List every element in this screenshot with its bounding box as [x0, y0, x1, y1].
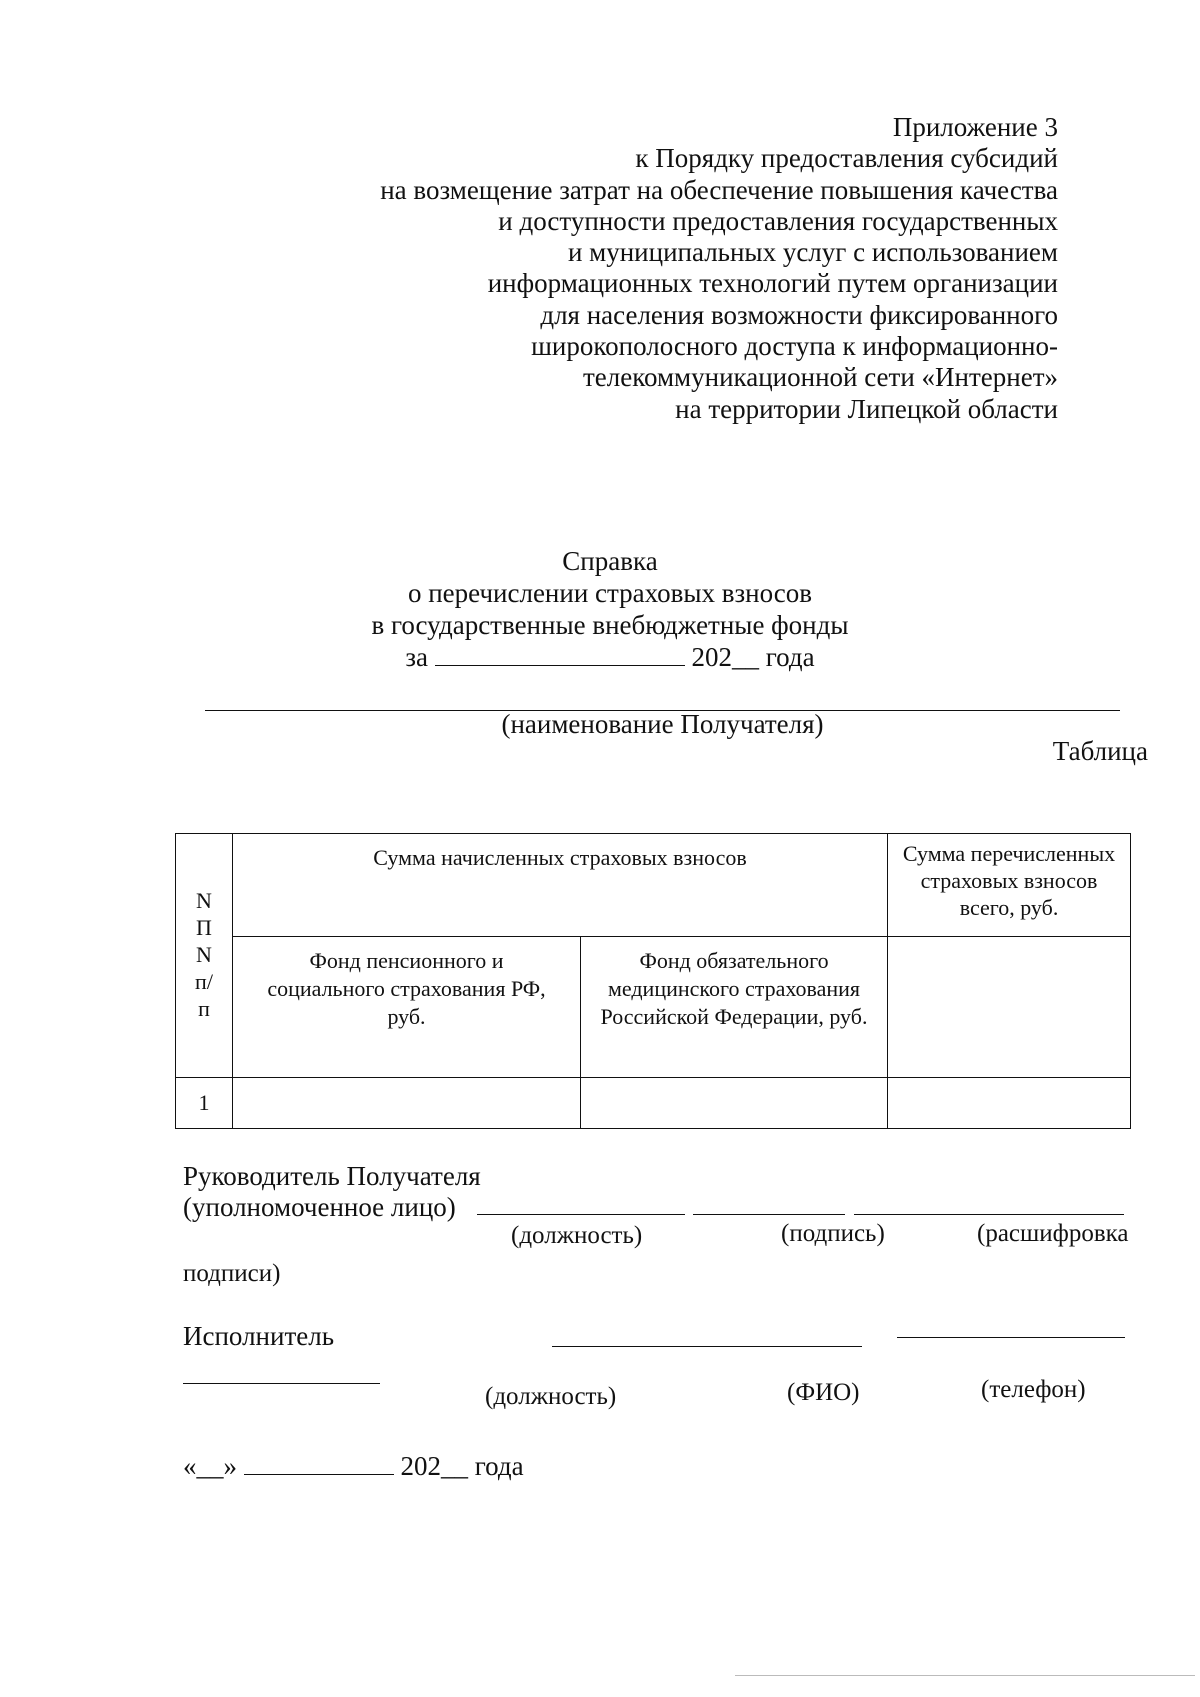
certificate-title-block	[140, 545, 1080, 673]
executor-label: Исполнитель	[183, 1321, 335, 1351]
table-caption: Таблица	[1052, 736, 1148, 766]
recipient-caption: (наименование Получателя)	[501, 709, 824, 739]
cell-medical[interactable]	[581, 1078, 888, 1129]
appendix-line: Приложение 3	[892, 112, 1058, 142]
head-label: Руководитель Получателя	[183, 1161, 481, 1191]
appendix-line: широкополосного доступа к информационно-	[531, 331, 1058, 362]
period-line	[140, 641, 1080, 673]
head-decoding-line[interactable]	[854, 1214, 1124, 1215]
appendix-line: и доступности предоставления государственных	[498, 205, 1058, 236]
appendix-header	[380, 112, 1058, 425]
certificate-subtitle-1: о перечислении страховых взносов	[407, 578, 813, 608]
head-signature-line[interactable]	[693, 1214, 845, 1215]
header-row-number-text: N П N п/п	[195, 888, 213, 1021]
certificate-title: Справка	[562, 546, 658, 576]
scan-edge-line	[735, 1675, 1195, 1676]
appendix-line: на возмещение затрат на обеспечение повышения качества	[380, 174, 1058, 205]
appendix-line: информационных технологий путем организации	[487, 268, 1058, 299]
executor-phone-caption: (телефон)	[981, 1376, 1086, 1403]
executor-position-caption: (должность)	[485, 1383, 617, 1410]
appendix-line: телекоммуникационной сети «Интернет»	[583, 362, 1058, 393]
executor-position-line[interactable]	[183, 1383, 380, 1384]
cell-transferred-sub	[888, 937, 1131, 1078]
date-line	[183, 1450, 524, 1482]
period-year: 202__ года	[691, 642, 815, 672]
row-number: 1	[176, 1078, 233, 1129]
header-pension-fund: Фонд пенсионного и социального страхования РФ, руб.	[233, 937, 581, 1078]
header-transferred: Сумма перечисленных страховых взносов всего, руб.	[888, 834, 1131, 937]
header-medical-fund: Фонд обязательного медицинского страхования Российской Федерации, руб.	[581, 937, 888, 1078]
period-blank[interactable]	[435, 665, 685, 666]
appendix-line: и муниципальных услуг с использованием	[567, 237, 1058, 268]
executor-name-line[interactable]	[552, 1346, 862, 1347]
appendix-line: к Порядку предоставления субсидий	[635, 143, 1058, 174]
contributions-table	[175, 833, 1131, 1129]
head-decoding-caption-cont: подписи)	[183, 1260, 281, 1287]
appendix-line: на территории Липецкой области	[675, 393, 1058, 424]
head-signature-caption: (подпись)	[781, 1220, 885, 1247]
head-position-line[interactable]	[477, 1214, 685, 1215]
date-month-blank[interactable]	[244, 1474, 394, 1475]
certificate-subtitle-2: в государственные внебюджетные фонды	[371, 610, 849, 640]
head-authorized-label: (уполномоченное лицо)	[183, 1192, 456, 1222]
header-accrued: Сумма начисленных страховых взносов	[233, 834, 888, 937]
head-decoding-caption: (расшифровка	[977, 1220, 1129, 1247]
date-day: «__»	[183, 1451, 237, 1481]
cell-pension[interactable]	[233, 1078, 581, 1129]
cell-transferred[interactable]	[888, 1078, 1131, 1129]
head-position-caption: (должность)	[511, 1222, 643, 1249]
date-year: 202__ года	[400, 1451, 524, 1481]
appendix-line: для населения возможности фиксированного	[540, 299, 1058, 330]
executor-name-caption: (ФИО)	[787, 1379, 860, 1406]
executor-phone-line[interactable]	[897, 1337, 1125, 1338]
header-row-number	[176, 834, 233, 1078]
period-prefix: за	[405, 642, 429, 672]
